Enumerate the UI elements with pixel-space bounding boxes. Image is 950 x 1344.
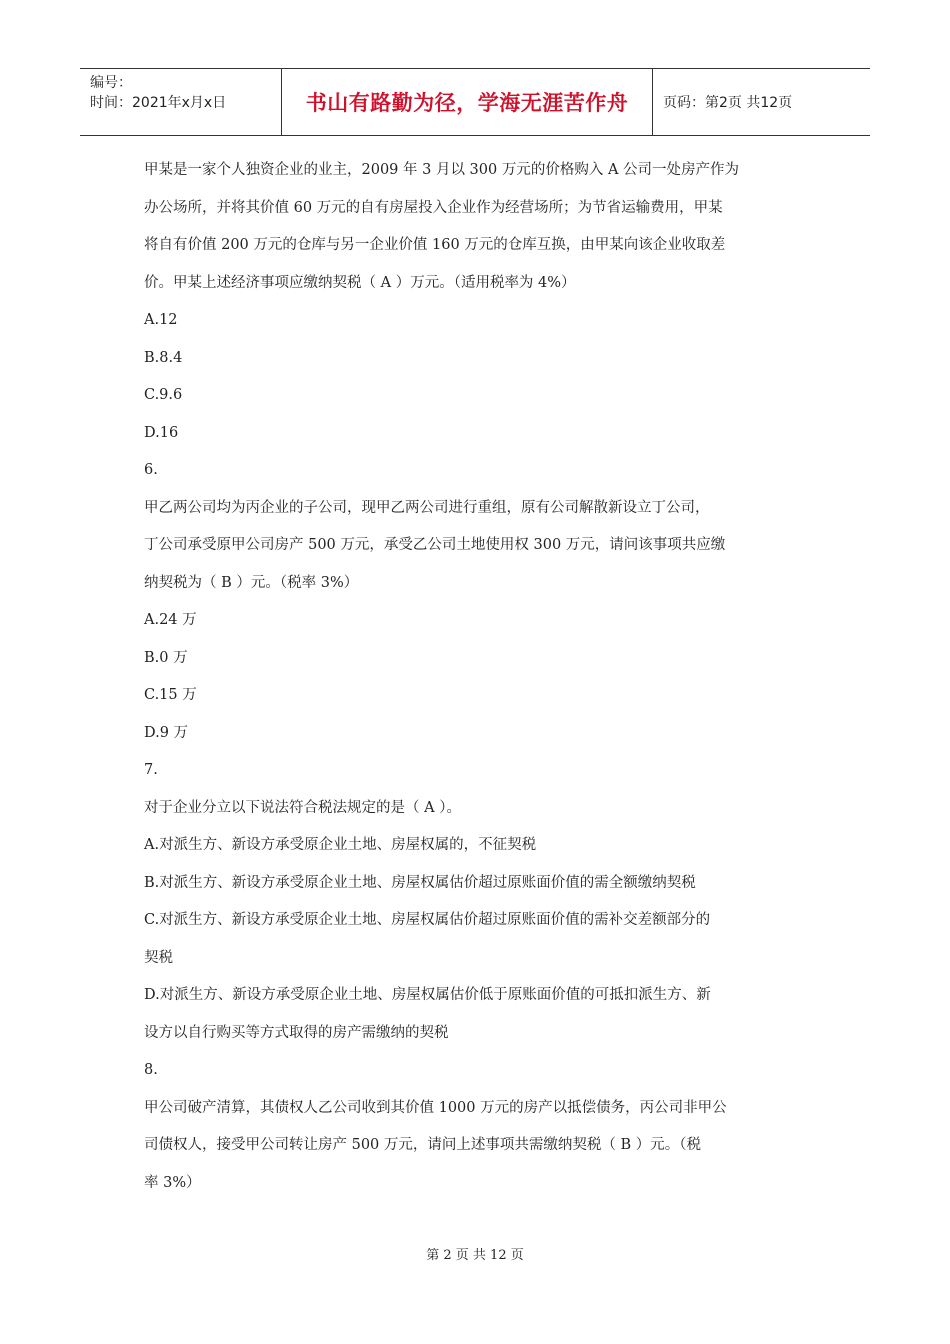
text-line: 设方以自行购买等方式取得的房产需缴纳的契税 bbox=[144, 1024, 449, 1041]
text-line: 甲公司破产清算，其债权人乙公司收到其价值 1000 万元的房产以抵偿债务，丙公司非甲公 bbox=[144, 1099, 727, 1116]
text-line: C.9.6 bbox=[144, 387, 183, 403]
header-motto: 书山有路勤为径，学海无涯苦作舟 bbox=[305, 91, 629, 115]
text-line: D.9 万 bbox=[144, 724, 189, 741]
document-number-label: 编号： bbox=[90, 75, 132, 91]
text-line: 契税 bbox=[144, 949, 173, 966]
text-line: B.8.4 bbox=[144, 349, 183, 366]
header-motto-cell bbox=[281, 69, 653, 135]
header-page-info: 页码：第2页 共12页 bbox=[663, 95, 793, 111]
header-page-cell bbox=[653, 69, 870, 135]
text-line: A.对派生方、新设方承受原企业土地、房屋权属的，不征契税 bbox=[144, 837, 537, 853]
text-line: A.12 bbox=[144, 312, 178, 328]
page-footer: 第 2 页 共 12 页 bbox=[426, 1248, 524, 1263]
text-line: 丁公司承受原甲公司房产 500 万元，承受乙公司土地使用权 300 万元，请问该事项共应缴 bbox=[144, 537, 726, 553]
text-line: B.0 万 bbox=[144, 649, 188, 666]
page-header bbox=[80, 68, 870, 136]
text-line: 将自有价值 200 万元的仓库与另一企业价值 160 万元的仓库互换，由甲某向该企业收取差 bbox=[144, 237, 726, 253]
text-line: 对于企业分立以下说法符合税法规定的是（ A ）。 bbox=[144, 799, 461, 816]
text-line: 司债权人，接受甲公司转让房产 500 万元，请问上述事项共需缴纳契税（ B ）元。（税 bbox=[144, 1137, 702, 1153]
text-line: A.24 万 bbox=[144, 612, 197, 628]
text-line: 率 3%） bbox=[144, 1174, 201, 1191]
header-info bbox=[80, 69, 281, 135]
text-line: 价。甲某上述经济事项应缴纳契税（ A ）万元。（适用税率为 4%） bbox=[144, 274, 576, 291]
text-line: D.对派生方、新设方承受原企业土地、房屋权属估价低于原账面价值的可抵扣派生方、新 bbox=[144, 987, 711, 1003]
text-line: D.16 bbox=[144, 424, 179, 441]
text-line: 办公场所，并将其价值 60 万元的自有房屋投入企业作为经营场所；为节省运输费用，甲某 bbox=[144, 199, 723, 216]
text-line: B.对派生方、新设方承受原企业土地、房屋权属估价超过原账面价值的需全额缴纳契税 bbox=[144, 874, 696, 891]
text-line: 甲某是一家个人独资企业的业主，2009 年 3 月以 300 万元的价格购入 A 公司一处房产作为 bbox=[144, 162, 740, 178]
text-line: 6. bbox=[144, 462, 158, 478]
document-body bbox=[144, 152, 810, 1202]
document-time-label: 时间：2021年x月x日 bbox=[90, 95, 227, 111]
text-line: 7. bbox=[144, 762, 158, 778]
text-line: 8. bbox=[144, 1062, 158, 1078]
text-line: 甲乙两公司均为丙企业的子公司，现甲乙两公司进行重组，原有公司解散新设立丁公司， bbox=[144, 499, 710, 516]
text-line: C.15 万 bbox=[144, 687, 197, 703]
text-line: C.对派生方、新设方承受原企业土地、房屋权属估价超过原账面价值的需补交差额部分的 bbox=[144, 912, 711, 928]
text-line: 纳契税为（ B ）元。（税率 3%） bbox=[144, 574, 359, 591]
